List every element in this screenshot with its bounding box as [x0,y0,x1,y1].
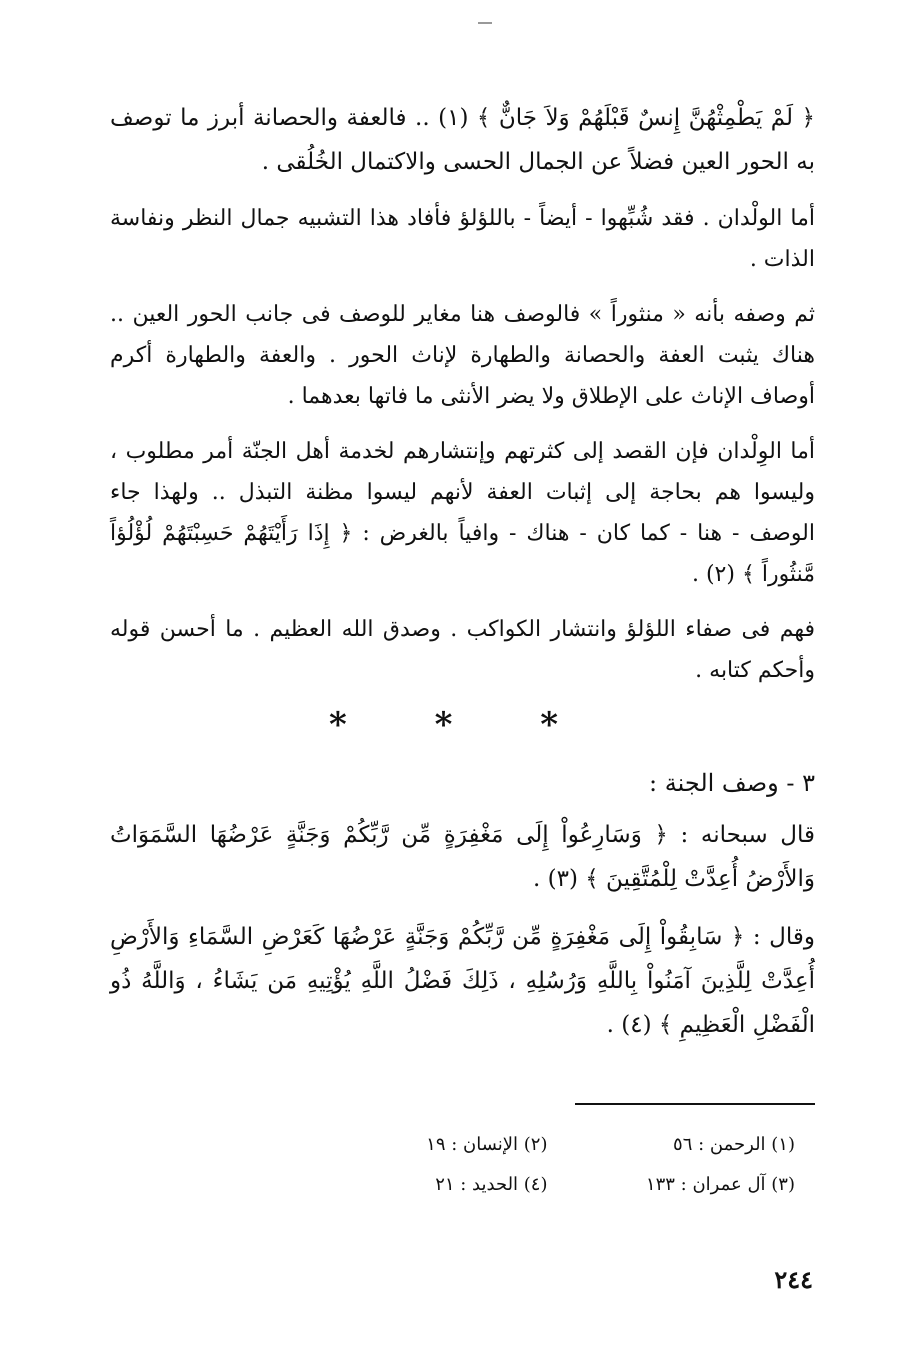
section-separator: * * * [328,705,596,745]
paragraph-4: أما الوِلْدان فإن القصد إلى كثرتهم وإنتشارهم لخدمة أهل الجنّة أمر مطلوب ، وليسوا هم بحاجة إلى إثبات العفة لأنهم ليسوا مظنة التبذل .. ولهذا جاء الوصف - هنا - كما كان - هناك - وافياً بالغرض : ﴿ إِذَا رَأَيْتَهُمْ حَسِبْتَهُمْ لُؤْلُؤاً مَّنثُوراً ﴾ (٢) . [110,439,815,587]
section-paragraph-1: قال سبحانه : ﴿ وَسَارِعُواْ إِلَى مَغْفِرَةٍ مِّن رَّبِّكُمْ وَجَنَّةٍ عَرْضُهَا السَّمَوَاتُ وَالأَرْضُ أُعِدَّتْ لِلْمُتَّقِينَ ﴾ (٣) . [110,822,815,892]
footnotes [300,1125,795,1205]
paragraph-5: فهم فى صفاء اللؤلؤ وانتشار الكواكب . وصدق الله العظيم . ما أحسن قوله وأحكم كتابه . [110,617,815,683]
footnote-3: (٣) آل عمران : ١٣٣ [645,1174,795,1195]
page-body [110,96,815,1061]
section-paragraph-2: وقال : ﴿ سَابِقُواْ إِلَى مَغْفِرَةٍ مِّن رَّبِّكُمْ وَجَنَّةٍ عَرْضُهَا كَعَرْضِ السَّمَاءِ وَالأَرْضِ أُعِدَّتْ لِلَّذِينَ آمَنُواْ بِاللَّهِ وَرُسُلِهِ ، ذَلِكَ فَضْلُ اللَّهِ يُؤْتِيهِ مَن يَشَاءُ ، وَاللَّهُ ذُو الْفَضْلِ الْعَظِيمِ ﴾ (٤) . [110,924,815,1038]
footnote-1: (١) الرحمن : ٥٦ [673,1134,795,1155]
paragraph-2: أما الولْدان . فقد شُبِّهوا - أيضاً - باللؤلؤ فأفاد هذا التشبيه جمال النظر ونفاسة الذات . [110,206,815,272]
scan-mark [478,22,492,24]
footnote-4: (٤) الحديد : ٢١ [435,1174,548,1195]
footnote-row [300,1125,795,1165]
footnote-divider [575,1103,815,1105]
footnote-row [300,1165,795,1205]
page-number: ٢٤٤ [774,1265,813,1294]
section-heading: ٣ - وصف الجنة : [649,769,815,797]
paragraph-1: ﴿ لَمْ يَطْمِثْهُنَّ إِنسٌ قَبْلَهُمْ وَلاَ جَانٌّ ﴾ (١) .. فالعفة والحصانة أبرز ما توصف به الحور العين فضلاً عن الجمال الحسى والاكتمال الخُلُقى . [110,105,816,175]
paragraph-3: ثم وصفه بأنه « منثوراً » فالوصف هنا مغاير للوصف فى جانب الحور العين .. هناك يثبت العفة والحصانة والطهارة لإناث الحور . والعفة والطهارة أكرم أوصاف الإناث على الإطلاق ولا يضر الأنثى ما فاتها بعدهما . [110,302,815,409]
footnote-2: (٢) الإنسان : ١٩ [426,1134,548,1155]
